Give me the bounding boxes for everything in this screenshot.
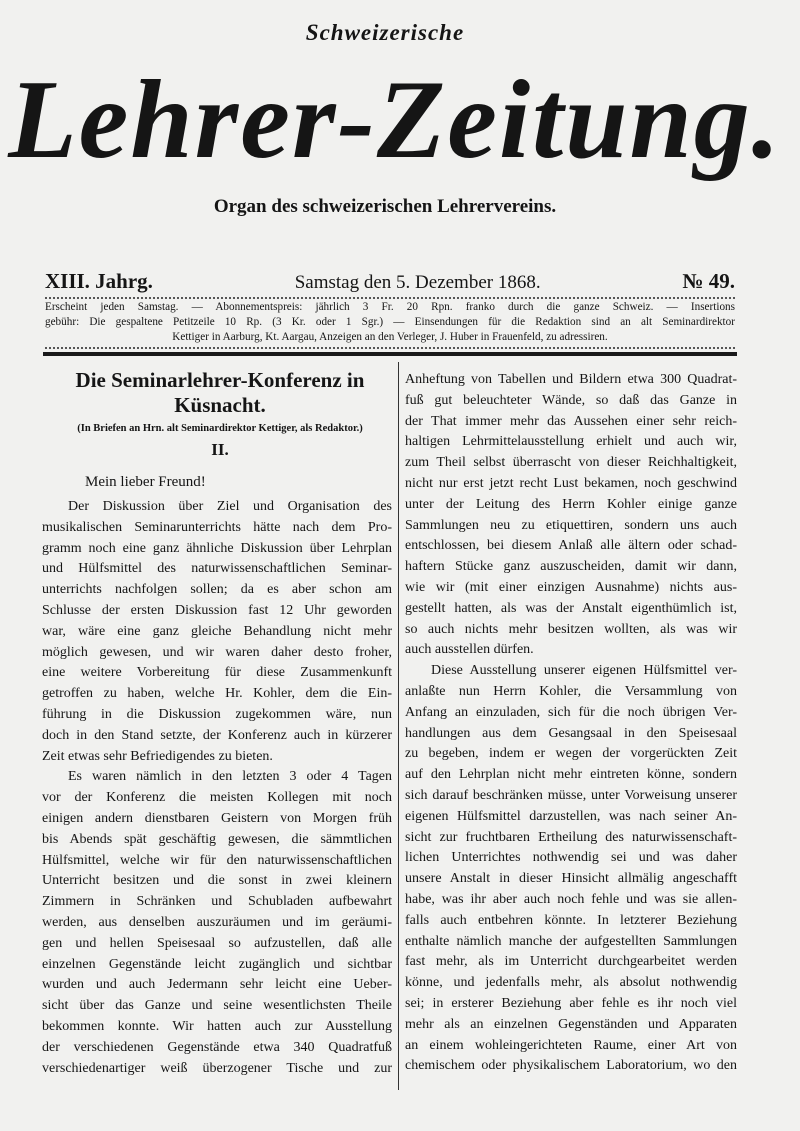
text-line: auf den Lehrplan nicht mehr eintreten könne, sondern	[405, 767, 737, 783]
text-line: sicht zur fruchtbaren Ertheilung des naturwissenschaft-	[405, 829, 737, 845]
text-line: Schlusse der ersten Diskussion fast 12 Uhr geworden	[42, 602, 392, 618]
divider	[45, 297, 735, 299]
text-line: werden, aus denselben auszuräumen und im geräumi-	[42, 914, 392, 930]
text-line: Anfang an einzuladen, sich für die noch übrigen Ver-	[405, 704, 737, 720]
masthead-pretitle: Schweizerische	[305, 20, 465, 45]
text-line: bis Abends spät geschäftig gewesen, die sämmtlichen	[42, 831, 392, 847]
text-line: Hülfsmittel, welche wir für den naturwissenschaftlichen	[42, 852, 392, 868]
article-title-line: Küsnacht.	[174, 393, 266, 417]
text-line: gramm noch eine ganz ähnliche Diskussion über Lehrplan	[42, 540, 392, 556]
masthead-title: Lehrer-Zeitung.	[8, 58, 782, 182]
text-line: fast mehr, als im Unterricht durchgearbeitet werden	[405, 954, 737, 970]
text-line: Zeit etwas sehr Befriedigendes zu bieten.	[42, 748, 273, 764]
text-line: zum Theil selbst überrascht von dieser Reichhaltigkeit,	[405, 455, 737, 471]
text-line: sei; in ersterer Beziehung aber fehle es ihr noch viel	[405, 995, 737, 1011]
article-title-line: Die Seminarlehrer-Konferenz in	[75, 368, 365, 392]
issue-number: № 49.	[682, 269, 735, 293]
text-line: unterrichts nachfolgen sollen; da es aber schon am	[42, 582, 392, 598]
text-line: falls auch entbehren könnte. In letzterer Beziehung	[405, 912, 737, 928]
article-part: II.	[211, 440, 229, 459]
text-line: verschiedenartiger weiß überzogener Tische und zur	[42, 1060, 392, 1076]
issue-volume: XIII. Jahrg.	[45, 269, 153, 293]
text-line: der That immer mehr das Aussehen einer sehr reich-	[405, 413, 737, 429]
text-line: zu begeben, indem er wegen der vorgerückten Zeit	[405, 746, 737, 762]
text-line: lichen Unterrichtes nothwendig sei und was daher	[405, 850, 737, 866]
text-line: sich darauf beschränken müsse, unter Vorweisung unserer	[405, 787, 737, 803]
paragraph	[405, 661, 737, 1077]
text-line: mehr als an einzelnen Gegenständen und Apparaten	[405, 1016, 737, 1032]
text-line: unter der Leitung des Herrn Kohler einige ganze	[405, 496, 737, 512]
masthead-subtitle: Organ des schweizerischen Lehrervereins.	[213, 196, 557, 217]
text-line: musikalischen Seminarunterrichts hätte nach dem Pro-	[42, 519, 392, 535]
info-line: gebühr: Die gespaltene Petitzeile 10 Rp. (3 Kr. oder 1 Sgr.) — Einsendungen für die Redaktion sind an alt Seminardirektor	[45, 316, 735, 328]
text-line: Zimmern in Schränken und Schubladen aufbewahrt	[42, 894, 392, 910]
text-line: gestellt hatten, als was der Anstalt eigenthümlich ist,	[405, 600, 737, 616]
article-subtitle: (In Briefen an Hrn. alt Seminardirektor Kettiger, als Redaktor.)	[77, 423, 363, 434]
info-line: Erscheint jeden Samstag. — Abonnementspreis: jährlich 3 Fr. 20 Rpn. franko durch die ganze Schweiz. — Insertions	[45, 301, 735, 313]
right-column	[405, 370, 737, 1077]
subscription-info	[45, 300, 735, 345]
paragraph	[42, 767, 392, 1079]
text-line: eine weitere Vorbereitung für diese Zusammenkunft	[42, 665, 392, 681]
text-line: haftern Stücke ganz auszuscheiden, damit wir dann,	[405, 559, 737, 575]
text-line: eigenen Hülfsmittel darzustellen, was nach seiner An-	[405, 808, 737, 824]
text-line: doch in den Stand setzte, der Konferenz auch in kürzerer	[42, 727, 392, 743]
greeting: Mein lieber Freund!	[85, 474, 206, 490]
text-line: handlungen aus dem Gesangsaal in den Speisesaal	[405, 725, 737, 741]
divider	[45, 347, 735, 349]
text-line: wie wir (mit einer einzigen Ausnahme) nichts aus-	[405, 579, 737, 595]
text-line: der verschiedenen Gegenstände etwa 340 Quadratfuß	[42, 1039, 392, 1055]
text-line: habe, was ihr aber auch noch fehle und was sie allen-	[405, 891, 737, 907]
text-line: gen und hellen Speisesaal so aufzustellen, daß alle	[42, 935, 392, 951]
paragraph	[42, 497, 392, 767]
text-line: getroffen zu haben, welche Hr. Kohler, dem die Ein-	[42, 686, 392, 702]
text-line: wurden und auch Jedermann sehr leicht eine Ueber-	[42, 977, 392, 993]
text-line: an einem wohleingerichteten Raume, einer Art von	[405, 1037, 737, 1053]
text-line: einzelnen Gegenstände leicht zugänglich und sichtbar	[42, 956, 392, 972]
text-line: anlaßte nun Herrn Kohler, die Versammlung von	[405, 683, 737, 699]
text-line: chemischem oder physikalischem Laboratorium, wo den	[405, 1058, 737, 1074]
text-line: Sammlungen neu zu etiquettiren, sondern uns auch	[405, 517, 737, 533]
thick-divider	[43, 352, 737, 356]
issue-line	[45, 268, 735, 294]
text-line: könne, und jedenfalls mehr, als absolut nothwendig	[405, 975, 737, 991]
text-line: nicht nur erst jetzt recht Lust bekamen, noch geschwind	[405, 475, 737, 491]
text-line: entschlossen, bei diesem Anlaß alle ältern oder schad-	[405, 538, 737, 554]
text-line: bekommen konnte. Wir hatten auch zur Ausstellung	[42, 1018, 392, 1034]
text-line: einigen andern dienstbaren Geistern von Morgen früh	[42, 810, 392, 826]
text-line: enthalte nämlich manche der aufgestellten Sammlungen	[405, 933, 737, 949]
text-line: so auch nichts mehr besitzen wollten, als was wir	[405, 621, 737, 637]
text-line: Anheftung von Tabellen und Bildern etwa 300 Quadrat-	[405, 372, 737, 387]
text-line: haltigen Lehrmittelausstellung erhielt und auch wir,	[405, 434, 737, 450]
column-divider	[398, 362, 399, 1090]
text-line: war, wäre eine ganz gleiche Behandlung nicht mehr	[42, 623, 392, 639]
info-line: Kettiger in Aarburg, Kt. Aargau, Anzeigen an den Verleger, J. Huber in Frauenfeld, zu adressiren.	[172, 331, 608, 343]
text-line: vor der Konferenz die meisten Kollegen mit noch	[42, 790, 392, 806]
text-line: Es waren nämlich in den letzten 3 oder 4 Tagen	[68, 769, 392, 785]
text-line: auch ausstellen dürfen.	[405, 642, 534, 658]
text-line: führung in die Diskussion zugekommen wäre, nun	[42, 706, 392, 722]
text-line: fuß gut beleuchteter Wände, so daß das Ganze in	[405, 392, 737, 408]
text-line: sicht über das Ganze und seine wesentlichsten Theile	[42, 998, 392, 1014]
text-line: Unterricht besitzen und die sonst in zwei kleinern	[42, 873, 392, 889]
text-line: Diese Ausstellung unserer eigenen Hülfsmittel ver-	[431, 663, 737, 679]
left-column	[42, 497, 392, 1079]
text-line: und Hülfsmittel des naturwissenschaftlichen Seminar-	[42, 561, 392, 577]
issue-date: Samstag den 5. Dezember 1868.	[294, 272, 541, 293]
article-title	[45, 368, 395, 418]
text-line: möglich gewesen, und wir waren daher desto froher,	[42, 644, 392, 660]
text-line: unsere Anstalt in dieser Hinsicht allmälig angeschafft	[405, 871, 737, 887]
paragraph	[405, 370, 737, 661]
text-line: Der Diskussion über Ziel und Organisation des	[68, 499, 392, 514]
